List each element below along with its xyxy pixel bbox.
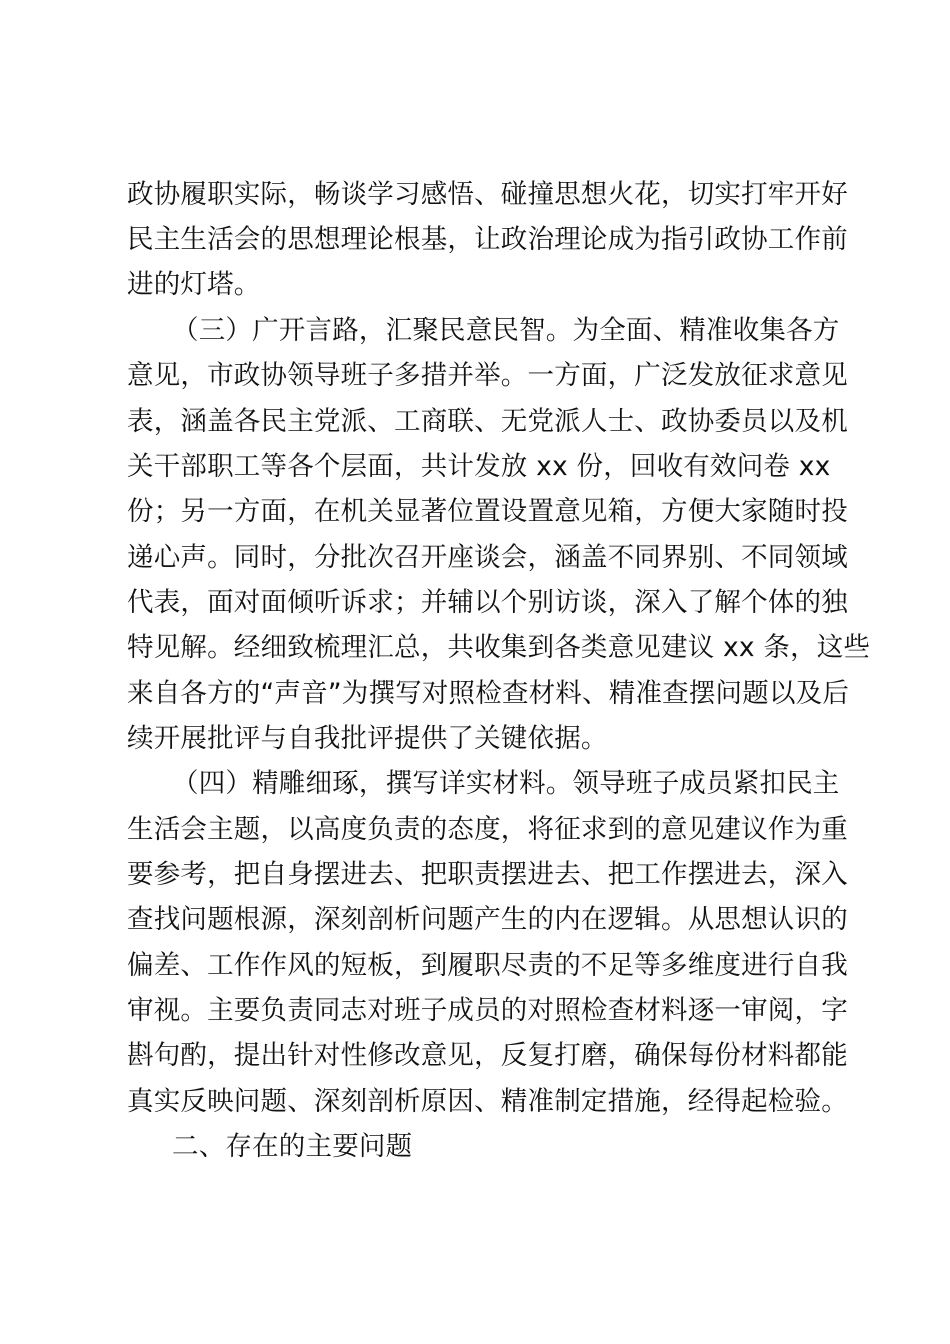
- text-line: 生活会主题，以高度负责的态度，将征求到的意见建议作为重: [127, 814, 848, 845]
- text-line: 真实反映问题、深刻剖析原因、精准制定措施，经得起检验。: [127, 1086, 848, 1117]
- text-line: 特见解。经细致梳理汇总，共收集到各类意见建议 xx 条，这些: [127, 632, 871, 663]
- text-line: 表，涵盖各民主党派、工商联、无党派人士、政协委员以及机: [127, 406, 848, 437]
- text-line: 份；另一方面，在机关显著位置设置意见箱，方便大家随时投: [127, 496, 848, 527]
- text-line: 意见，市政协领导班子多措并举。一方面，广泛发放征求意见: [127, 360, 848, 391]
- section-heading-3: （三）广开言路，汇聚民意民智。为全面、精准收集各方: [172, 315, 840, 346]
- text-line: 政协履职实际，畅谈学习感悟、碰撞思想火花，切实打牢开好: [127, 179, 848, 210]
- chapter-heading: 二、存在的主要问题: [172, 1131, 413, 1162]
- section-heading-4: （四）精雕细琢，撰写详实材料。领导班子成员紧扣民主: [172, 768, 840, 799]
- text-line: 民主生活会的思想理论根基，让政治理论成为指引政协工作前: [127, 224, 848, 255]
- text-line: 进的灯塔。: [127, 269, 261, 300]
- text-line: 关干部职工等各个层面，共计发放 xx 份，回收有效问卷 xx: [127, 451, 831, 482]
- text-line: 要参考，把自身摆进去、把职责摆进去、把工作摆进去，深入: [127, 859, 848, 890]
- text-line: 代表，面对面倾听诉求；并辅以个别访谈，深入了解个体的独: [127, 587, 848, 618]
- text-line: 审视。主要负责同志对班子成员的对照检查材料逐一审阅，字: [127, 995, 848, 1026]
- text-line: 偏差、工作作风的短板，到履职尽责的不足等多维度进行自我: [127, 950, 848, 981]
- text-line: 来自各方的“声音”为撰写对照检查材料、精准查摆问题以及后: [127, 678, 850, 709]
- text-line: 查找问题根源，深刻剖析问题产生的内在逻辑。从思想认识的: [127, 904, 848, 935]
- text-line: 递心声。同时，分批次召开座谈会，涵盖不同界别、不同领域: [127, 542, 848, 573]
- text-line: 斟句酌，提出针对性修改意见，反复打磨，确保每份材料都能: [127, 1040, 848, 1071]
- text-line: 续开展批评与自我批评提供了关键依据。: [127, 723, 608, 754]
